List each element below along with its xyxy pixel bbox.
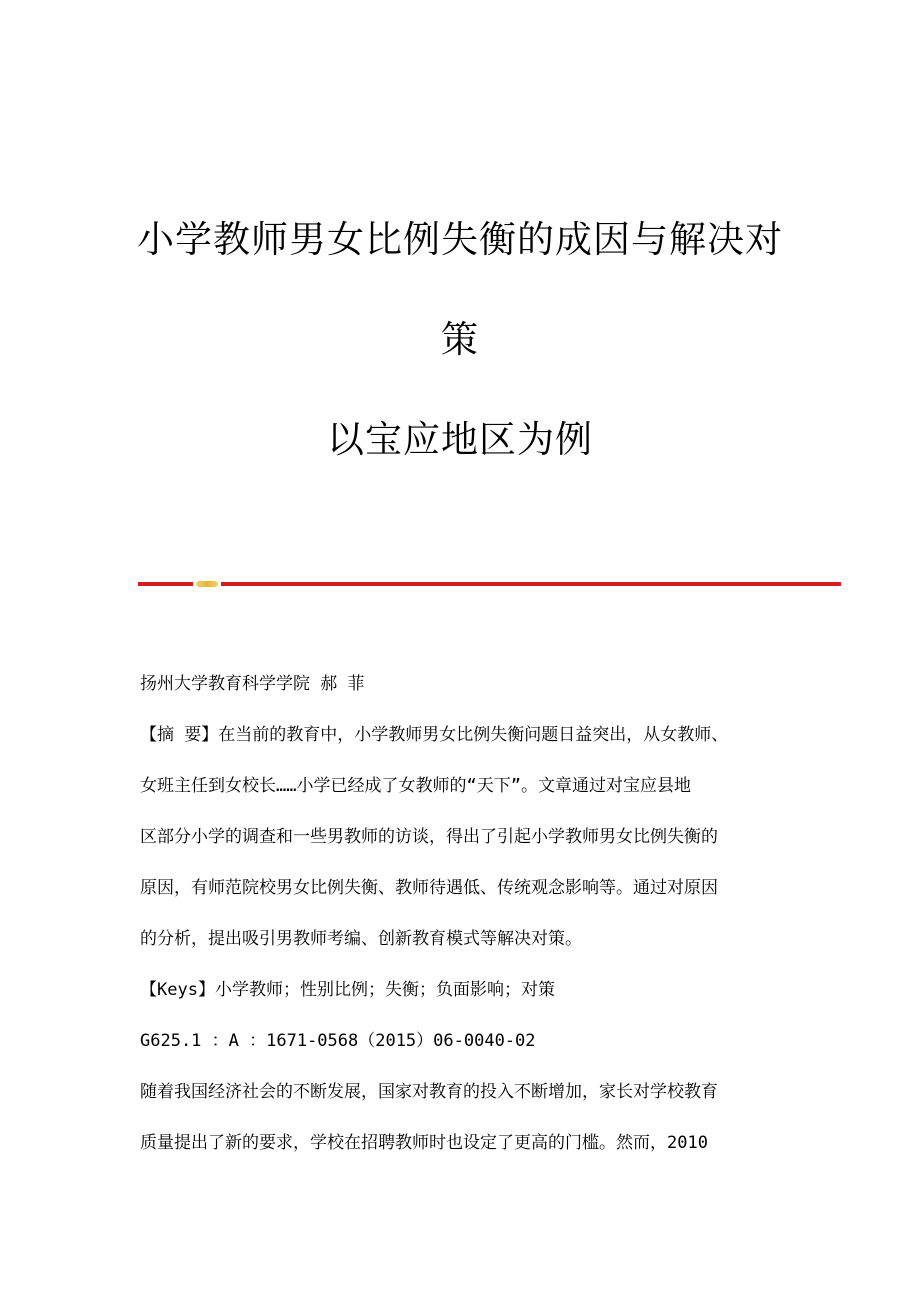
keywords: 【Keys】小学教师；性别比例；失衡；负面影响；对策 xyxy=(140,980,555,1000)
classification-code: G625.1 ：A ：1671-0568（2015）06-0040-02 xyxy=(140,1031,536,1051)
subtitle: 以宝应地区为例 xyxy=(327,418,593,461)
title-divider xyxy=(138,581,841,587)
abstract-line-3: 区部分小学的调查和一些男教师的访谈，得出了引起小学教师男女比例失衡的 xyxy=(140,827,718,847)
body-paragraph-line-2: 质量提出了新的要求，学校在招聘教师时也设定了更高的门槛。然而，2010 xyxy=(140,1133,708,1153)
article-body xyxy=(140,659,780,1169)
author-affiliation: 扬州大学教育科学学院 郝 菲 xyxy=(140,674,365,694)
body-paragraph-line-1: 随着我国经济社会的不断发展，国家对教育的投入不断增加，家长对学校教育 xyxy=(140,1082,718,1102)
title-line-1: 小学教师男女比例失衡的成因与解决对 xyxy=(137,218,783,261)
abstract-line-4: 原因，有师范院校男女比例失衡、教师待遇低、传统观念影响等。通过对原因 xyxy=(140,878,718,898)
abstract-line-1: 【摘 要】在当前的教育中，小学教师男女比例失衡问题日益突出，从女教师、 xyxy=(140,725,729,745)
abstract-line-2: 女班主任到女校长……小学已经成了女教师的“天下”。文章通过对宝应县地 xyxy=(140,776,691,796)
divider-left-bar xyxy=(138,582,193,586)
divider-right-bar xyxy=(221,582,841,586)
divider-ornament-icon xyxy=(196,581,218,587)
abstract-line-5: 的分析，提出吸引男教师考编、创新教育模式等解决对策。 xyxy=(140,929,582,949)
title-line-2: 策 xyxy=(441,318,479,361)
